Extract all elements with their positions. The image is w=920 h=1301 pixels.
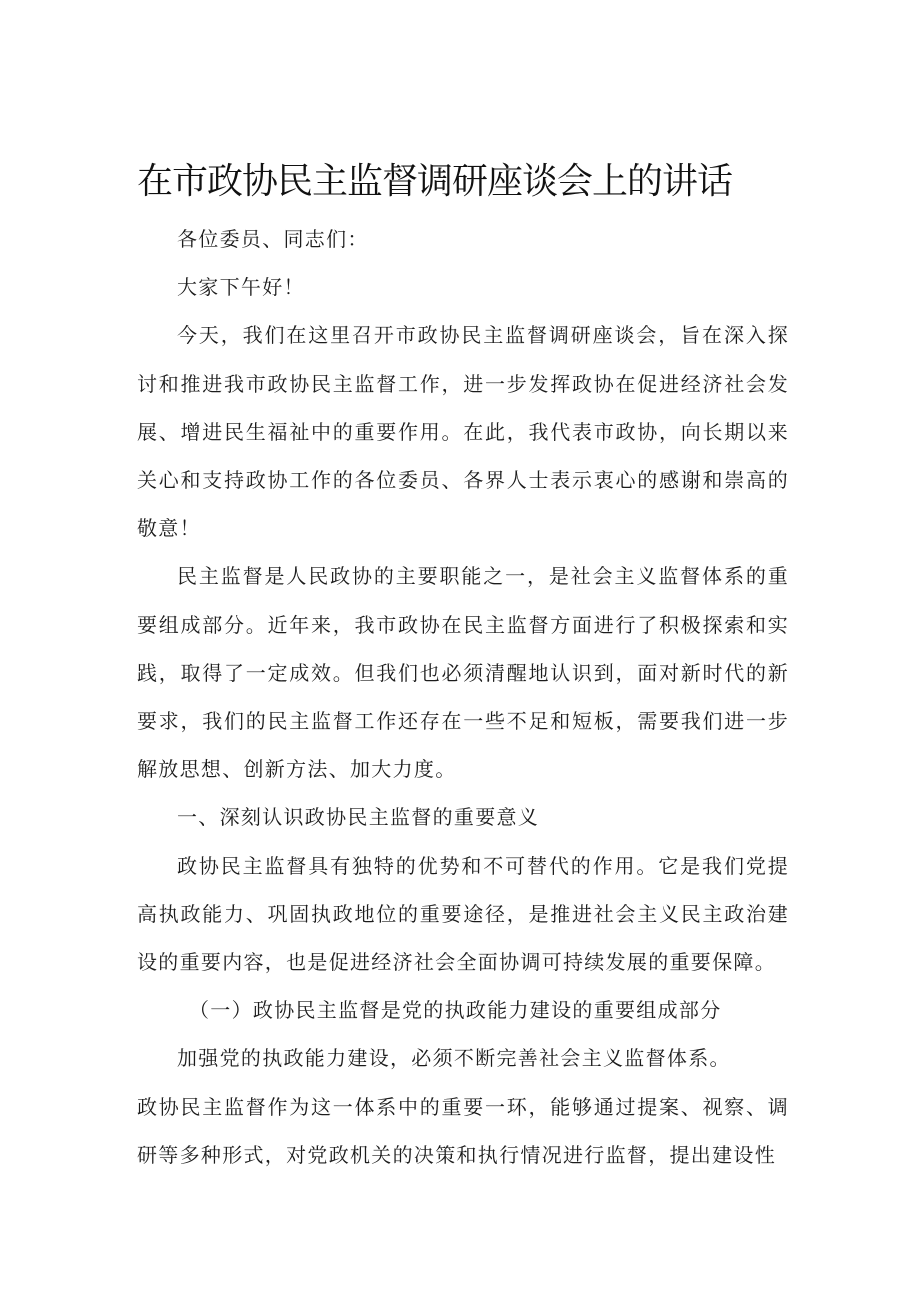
salutation: 各位委员、同志们： [177, 227, 369, 251]
document-body [137, 215, 789, 1179]
greeting: 大家下午好！ [177, 275, 305, 300]
document-title: 在市政协民主监督调研座谈会上的讲话 [137, 161, 733, 202]
body-paragraph: 政协民主监督作为这一体系中的重要一环，能够通过提案、视察、调研等多种形式，对党政机关的决策和执行情况进行监督，提出建设性 [137, 1094, 789, 1167]
body-paragraph: 今天，我们在这里召开市政协民主监督调研座谈会，旨在深入探讨和推进我市政协民主监督工作，进一步发挥政协在促进经济社会发展、增进民生福祉中的重要作用。在此，我代表市政协，向长期以来关心和支持政协工作的各位委员、各界人士表示衷心的感谢和崇高的敬意！ [137, 323, 789, 541]
body-paragraph: 政协民主监督具有独特的优势和不可替代的作用。它是我们党提高执政能力、巩固执政地位的重要途径，是推进社会主义民主政治建设的重要内容，也是促进经济社会全面协调可持续发展的重要保障。 [137, 853, 789, 975]
body-paragraph: 民主监督是人民政协的主要职能之一，是社会主义监督体系的重要组成部分。近年来，我市政协在民主监督方面进行了积极探索和实践，取得了一定成效。但我们也必须清醒地认识到，面对新时代的新要求，我们的民主监督工作还存在一些不足和短板，需要我们进一步解放思想、创新方法、加大力度。 [137, 564, 789, 782]
body-paragraph: 加强党的执政能力建设，必须不断完善社会主义监督体系。 [177, 1046, 731, 1071]
section-heading: 一、深刻认识政协民主监督的重要意义 [177, 805, 540, 830]
subsection-heading: （一）政协民主监督是党的执政能力建设的重要组成部分 [189, 998, 722, 1023]
